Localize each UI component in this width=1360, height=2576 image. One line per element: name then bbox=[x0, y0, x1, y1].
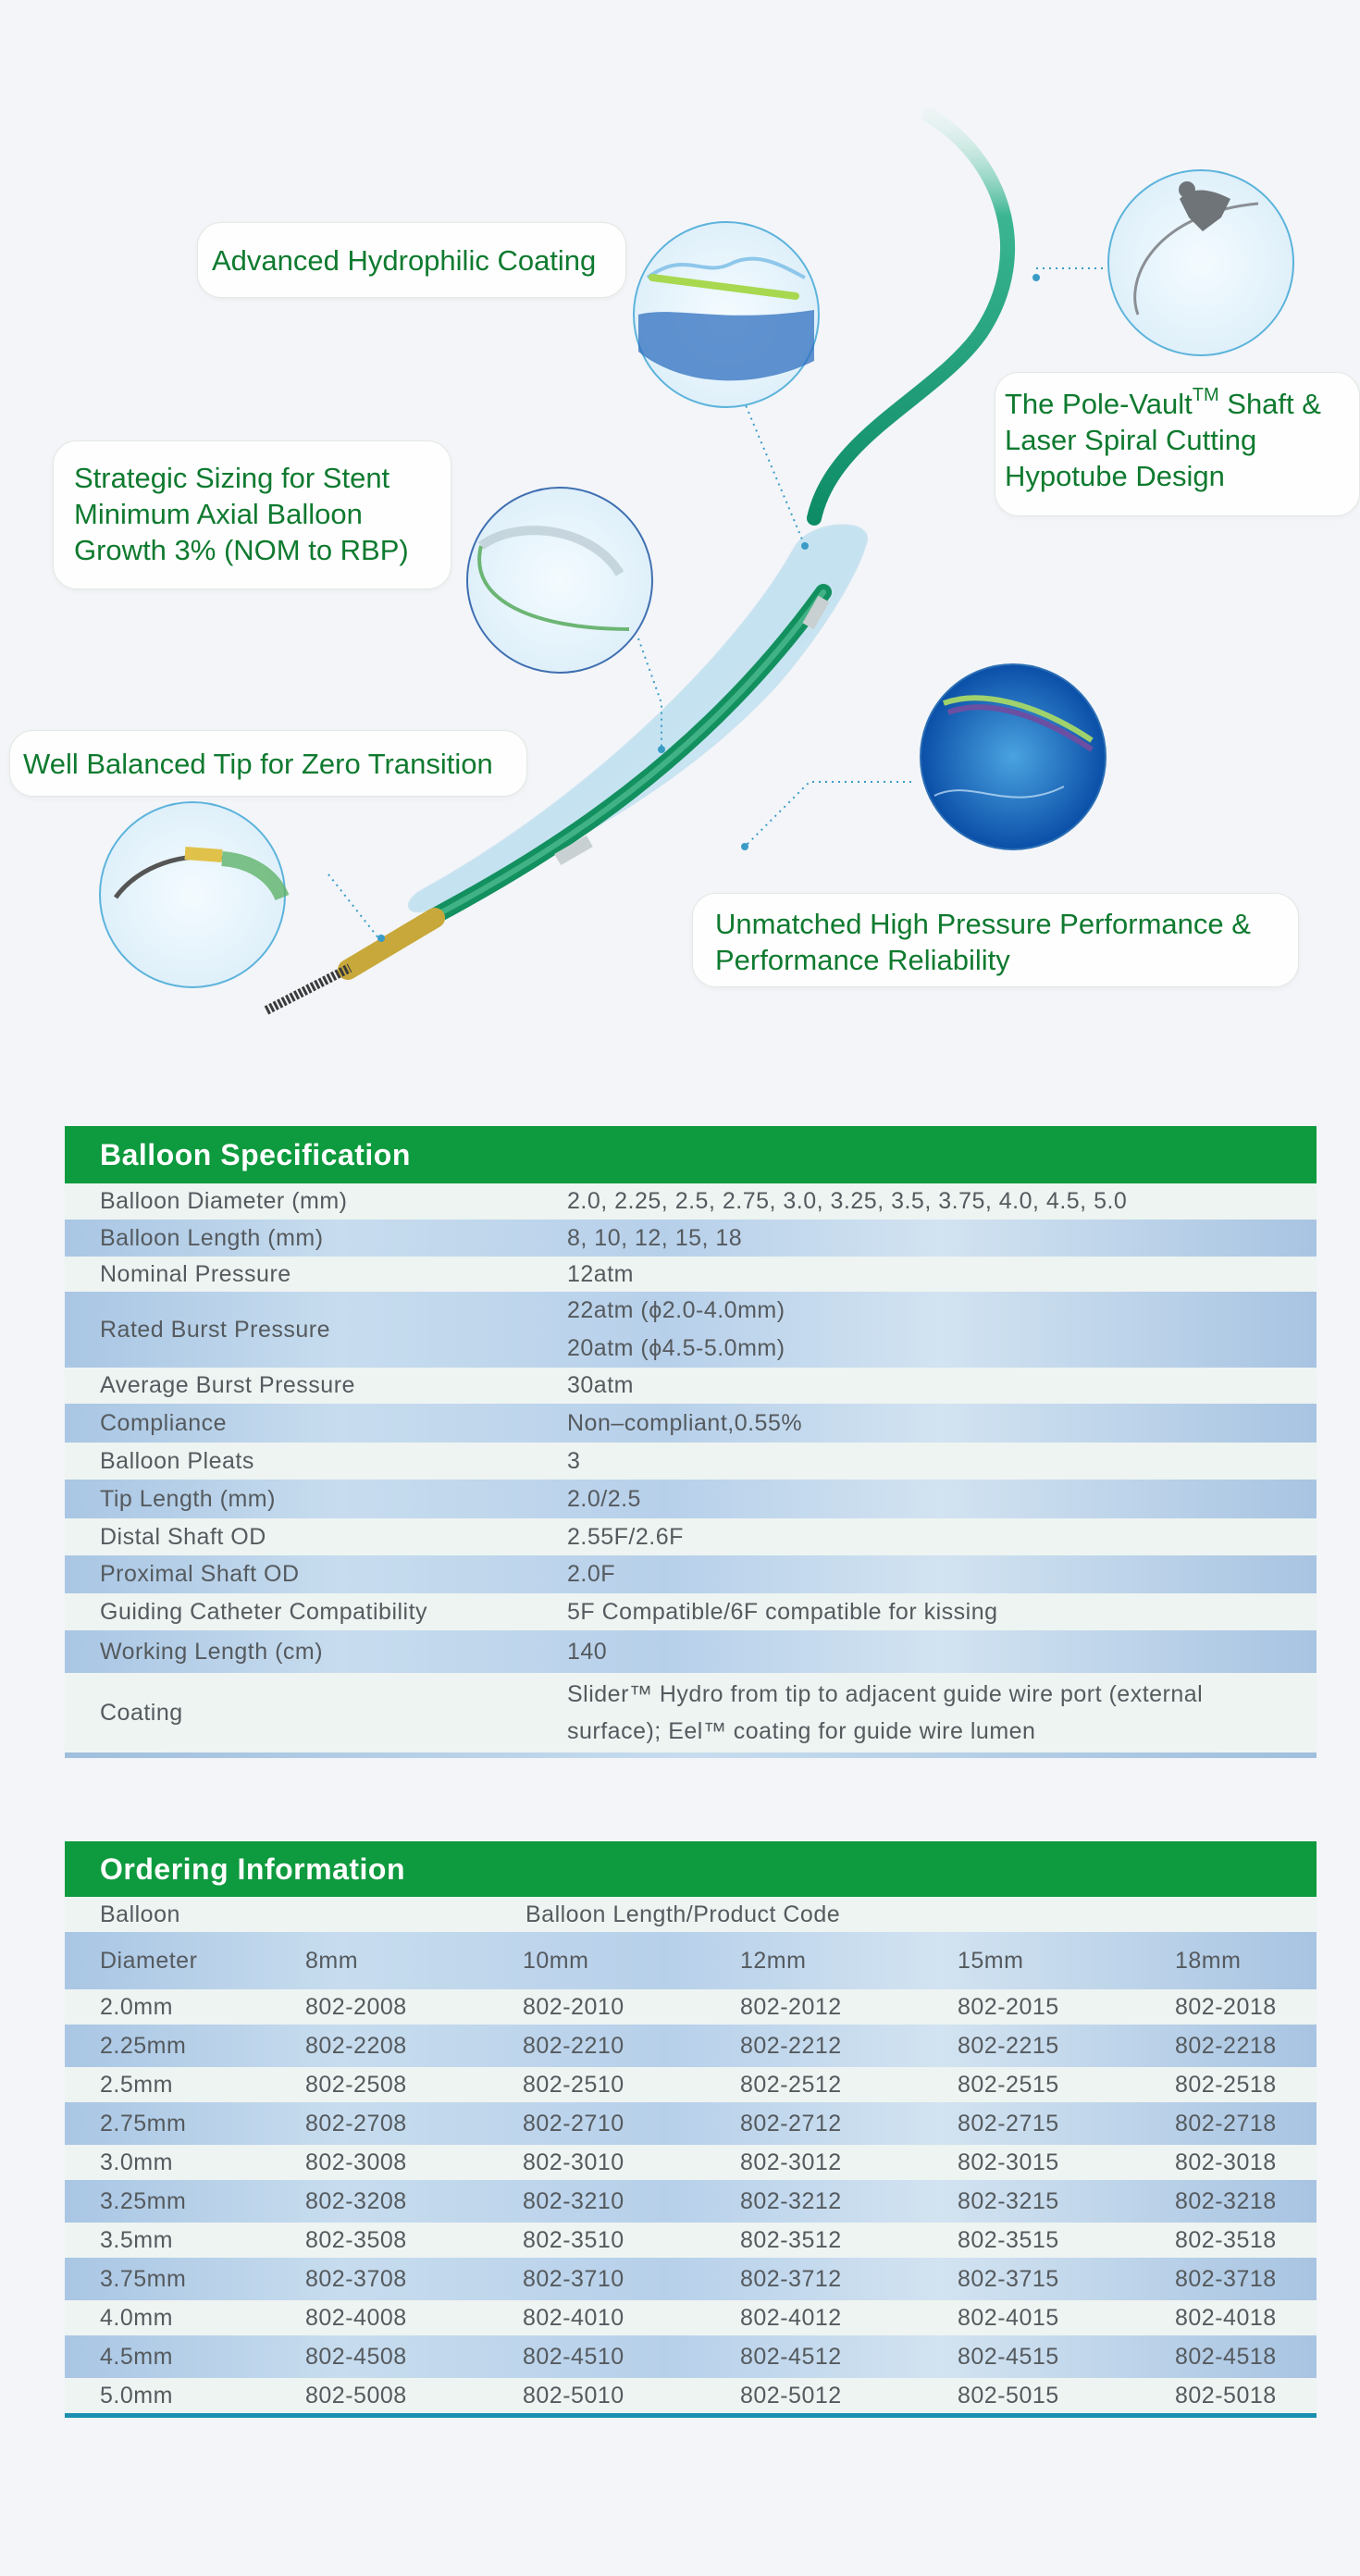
product-code-cell: 802-2715 bbox=[958, 2110, 1059, 2136]
callout-text: Advanced Hydrophilic Coating bbox=[212, 244, 597, 277]
callout-line: Growth 3% (NOM to RBP) bbox=[74, 534, 409, 566]
spec-value-line: 30atm bbox=[567, 1372, 634, 1398]
callout-line bbox=[1005, 386, 1359, 422]
diameter-cell: 4.5mm bbox=[100, 2343, 173, 2370]
product-code-cell: 802-4510 bbox=[523, 2343, 624, 2370]
product-code-cell: 802-2012 bbox=[740, 1993, 842, 2020]
spec-value bbox=[567, 1225, 1317, 1252]
product-code-cell: 802-3008 bbox=[305, 2149, 407, 2175]
spec-value-line: Non–compliant,0.55% bbox=[567, 1409, 803, 1436]
product-code-cell: 802-4518 bbox=[1175, 2343, 1277, 2370]
spec-value-line: 5F Compatible/6F compatible for kissing bbox=[567, 1598, 998, 1625]
product-code-cell: 802-3218 bbox=[1175, 2187, 1277, 2214]
spec-value-line: Slider™ Hydro from tip to adjacent guide wire port (external bbox=[567, 1681, 1204, 1707]
callout-balanced-tip bbox=[9, 730, 527, 797]
product-code-cell: 802-2212 bbox=[740, 2032, 842, 2059]
table-row bbox=[65, 2102, 1317, 2145]
column-header: 10mm bbox=[523, 1947, 589, 1974]
callout-line: Laser Spiral Cutting bbox=[1005, 424, 1257, 456]
diameter-cell: 2.5mm bbox=[100, 2071, 173, 2098]
product-code-cell: 802-5010 bbox=[523, 2382, 624, 2409]
spec-value bbox=[567, 1410, 1317, 1437]
callout-line: Performance Reliability bbox=[715, 944, 1010, 976]
table-row bbox=[65, 1630, 1317, 1673]
product-code-cell: 802-3715 bbox=[958, 2265, 1059, 2292]
group-span-label: Balloon Length/Product Code bbox=[525, 1901, 841, 1927]
spec-value bbox=[567, 1448, 1317, 1475]
callout-high-pressure bbox=[692, 893, 1299, 987]
spec-label: Nominal Pressure bbox=[100, 1260, 291, 1287]
spec-label: Balloon Diameter (mm) bbox=[100, 1188, 348, 1214]
product-code-cell: 802-3508 bbox=[305, 2226, 407, 2253]
spec-value bbox=[567, 1524, 1317, 1551]
product-code-cell: 802-3015 bbox=[958, 2149, 1059, 2175]
table-row bbox=[65, 2180, 1317, 2223]
product-code-cell: 802-4008 bbox=[305, 2304, 407, 2331]
diameter-cell: 3.75mm bbox=[100, 2265, 187, 2292]
product-code-cell: 802-3018 bbox=[1175, 2149, 1277, 2175]
product-code-cell: 802-2508 bbox=[305, 2071, 407, 2098]
product-code-cell: 802-2015 bbox=[958, 1993, 1059, 2020]
ordering-information-table bbox=[65, 1841, 1317, 2418]
product-code-cell: 802-2710 bbox=[523, 2110, 624, 2136]
table-row bbox=[65, 1220, 1317, 1257]
trademark-mark: TM bbox=[1192, 385, 1219, 405]
table-row bbox=[65, 1292, 1317, 1368]
table-row bbox=[65, 1480, 1317, 1518]
table-row bbox=[65, 1257, 1317, 1292]
product-code-cell: 802-4508 bbox=[305, 2343, 407, 2370]
column-header: Diameter bbox=[100, 1947, 198, 1974]
spec-label: Rated Burst Pressure bbox=[100, 1316, 330, 1343]
spec-value bbox=[567, 1676, 1317, 1750]
table-row bbox=[65, 2067, 1317, 2102]
product-code-cell: 802-2010 bbox=[523, 1993, 624, 2020]
spec-value-line: 8, 10, 12, 15, 18 bbox=[567, 1224, 743, 1251]
group-label: Balloon bbox=[100, 1901, 180, 1927]
spec-label: Balloon Length (mm) bbox=[100, 1224, 324, 1251]
product-code-cell: 802-3712 bbox=[740, 2265, 842, 2292]
spec-value bbox=[567, 1639, 1317, 1666]
spec-label: Distal Shaft OD bbox=[100, 1523, 266, 1550]
product-code-cell: 802-3710 bbox=[523, 2265, 624, 2292]
product-code-cell: 802-5008 bbox=[305, 2382, 407, 2409]
callout-text: Shaft & bbox=[1218, 388, 1321, 420]
spec-value-line: 12atm bbox=[567, 1260, 634, 1287]
column-header: 8mm bbox=[305, 1947, 359, 1974]
spec-value-line: 140 bbox=[567, 1638, 608, 1665]
table-row bbox=[65, 1555, 1317, 1593]
spec-value bbox=[567, 1292, 1317, 1368]
table-group-header bbox=[65, 1897, 1317, 1932]
product-code-cell: 802-4515 bbox=[958, 2343, 1059, 2370]
spec-value-line: surface); Eel™ coating for guide wire lumen bbox=[567, 1718, 1036, 1744]
table-row bbox=[65, 2258, 1317, 2300]
spec-label: Average Burst Pressure bbox=[100, 1372, 355, 1398]
spec-value-line: 2.0, 2.25, 2.5, 2.75, 3.0, 3.25, 3.5, 3.75, 4.0, 4.5, 5.0 bbox=[567, 1188, 1128, 1214]
product-code-cell: 802-2708 bbox=[305, 2110, 407, 2136]
spec-value-line: 2.0/2.5 bbox=[567, 1485, 641, 1512]
table-row bbox=[65, 2335, 1317, 2378]
diameter-cell: 2.0mm bbox=[100, 1993, 173, 2020]
table-title: Ordering Information bbox=[65, 1841, 1317, 1897]
product-code-cell: 802-3215 bbox=[958, 2187, 1059, 2214]
product-code-cell: 802-4018 bbox=[1175, 2304, 1277, 2331]
callout-text: Well Balanced Tip for Zero Transition bbox=[23, 748, 493, 780]
spec-label: Proximal Shaft OD bbox=[100, 1561, 300, 1587]
stent-sizing-detail bbox=[467, 488, 652, 673]
spec-value-line: 3 bbox=[567, 1447, 581, 1474]
product-code-cell: 802-4015 bbox=[958, 2304, 1059, 2331]
table-row bbox=[65, 1443, 1317, 1480]
column-header: 18mm bbox=[1175, 1947, 1242, 1974]
diameter-cell: 2.75mm bbox=[100, 2110, 187, 2136]
table-row bbox=[65, 1518, 1317, 1555]
spec-label: Balloon Pleats bbox=[100, 1447, 254, 1474]
spec-value bbox=[567, 1599, 1317, 1626]
product-code-cell: 802-2510 bbox=[523, 2071, 624, 2098]
table-row bbox=[65, 1183, 1317, 1220]
diameter-cell: 3.0mm bbox=[100, 2149, 173, 2175]
product-code-cell: 802-3012 bbox=[740, 2149, 842, 2175]
table-row bbox=[65, 1404, 1317, 1443]
product-code-cell: 802-5018 bbox=[1175, 2382, 1277, 2409]
product-code-cell: 802-3515 bbox=[958, 2226, 1059, 2253]
callout-line: Hypotube Design bbox=[1005, 460, 1225, 492]
spec-label: Guiding Catheter Compatibility bbox=[100, 1598, 428, 1625]
product-code-cell: 802-2215 bbox=[958, 2032, 1059, 2059]
spec-value bbox=[567, 1486, 1317, 1513]
product-code-cell: 802-4010 bbox=[523, 2304, 624, 2331]
product-code-cell: 802-3518 bbox=[1175, 2226, 1277, 2253]
diameter-cell: 5.0mm bbox=[100, 2382, 173, 2409]
spec-value bbox=[567, 1261, 1317, 1288]
table-row bbox=[65, 1989, 1317, 2025]
table-row bbox=[65, 2378, 1317, 2413]
product-code-cell: 802-2210 bbox=[523, 2032, 624, 2059]
product-code-cell: 802-2518 bbox=[1175, 2071, 1277, 2098]
callout-pole-vault-shaft bbox=[995, 372, 1360, 516]
ordering-table-body bbox=[65, 1989, 1317, 2413]
product-code-cell: 802-2718 bbox=[1175, 2110, 1277, 2136]
product-code-cell: 802-4012 bbox=[740, 2304, 842, 2331]
product-code-cell: 802-3210 bbox=[523, 2187, 624, 2214]
spec-value-line: 2.55F/2.6F bbox=[567, 1523, 684, 1550]
callout-stent-sizing bbox=[53, 440, 451, 589]
table-row bbox=[65, 2300, 1317, 2335]
table-row bbox=[65, 1593, 1317, 1630]
product-code-cell: 802-2515 bbox=[958, 2071, 1059, 2098]
product-code-cell: 802-2218 bbox=[1175, 2032, 1277, 2059]
callout-line: Strategic Sizing for Stent bbox=[74, 462, 390, 494]
spec-label: Compliance bbox=[100, 1409, 228, 1436]
table-row bbox=[65, 2145, 1317, 2180]
table-bottom-border bbox=[65, 1752, 1317, 1758]
diameter-cell: 3.25mm bbox=[100, 2187, 187, 2214]
column-header: 12mm bbox=[740, 1947, 807, 1974]
callout-text: The Pole-Vault bbox=[1005, 388, 1193, 420]
callout-line: Minimum Axial Balloon bbox=[74, 498, 363, 530]
balloon-specification-table bbox=[65, 1126, 1317, 1758]
diameter-cell: 4.0mm bbox=[100, 2304, 173, 2331]
product-code-cell: 802-5015 bbox=[958, 2382, 1059, 2409]
table-row bbox=[65, 1673, 1317, 1752]
table-row bbox=[65, 2025, 1317, 2067]
table-header-row bbox=[65, 1932, 1317, 1989]
product-code-cell: 802-2208 bbox=[305, 2032, 407, 2059]
product-illustration bbox=[0, 0, 1360, 1055]
tip-detail bbox=[100, 802, 285, 987]
callout-hydrophilic-coating bbox=[197, 222, 626, 298]
product-code-cell: 802-3010 bbox=[523, 2149, 624, 2175]
table-row bbox=[65, 1368, 1317, 1404]
spec-value bbox=[567, 1188, 1317, 1215]
callout-line: Unmatched High Pressure Performance & bbox=[715, 908, 1251, 940]
product-code-cell: 802-2512 bbox=[740, 2071, 842, 2098]
high-pressure-detail bbox=[921, 664, 1106, 849]
diameter-cell: 2.25mm bbox=[100, 2032, 187, 2059]
spec-label: Tip Length (mm) bbox=[100, 1485, 276, 1512]
spec-value-line: 22atm (ϕ2.0-4.0mm) bbox=[567, 1297, 785, 1323]
product-code-cell: 802-3510 bbox=[523, 2226, 624, 2253]
product-code-cell: 802-5012 bbox=[740, 2382, 842, 2409]
product-code-cell: 802-3708 bbox=[305, 2265, 407, 2292]
product-code-cell: 802-3208 bbox=[305, 2187, 407, 2214]
spec-value-line: 20atm (ϕ4.5-5.0mm) bbox=[567, 1335, 785, 1361]
spec-label: Coating bbox=[100, 1699, 183, 1726]
table-title: Balloon Specification bbox=[65, 1126, 1317, 1183]
product-code-cell: 802-3718 bbox=[1175, 2265, 1277, 2292]
diameter-cell: 3.5mm bbox=[100, 2226, 173, 2253]
product-code-cell: 802-2018 bbox=[1175, 1993, 1277, 2020]
spec-label: Working Length (cm) bbox=[100, 1638, 324, 1665]
table-bottom-border bbox=[65, 2413, 1317, 2418]
product-code-cell: 802-4512 bbox=[740, 2343, 842, 2370]
product-code-cell: 802-3212 bbox=[740, 2187, 842, 2214]
spec-value bbox=[567, 1561, 1317, 1588]
product-code-cell: 802-2712 bbox=[740, 2110, 842, 2136]
product-code-cell: 802-2008 bbox=[305, 1993, 407, 2020]
column-header: 15mm bbox=[958, 1947, 1024, 1974]
product-code-cell: 802-3512 bbox=[740, 2226, 842, 2253]
spec-value bbox=[567, 1372, 1317, 1399]
spec-value-line: 2.0F bbox=[567, 1561, 616, 1587]
table-row bbox=[65, 2223, 1317, 2258]
